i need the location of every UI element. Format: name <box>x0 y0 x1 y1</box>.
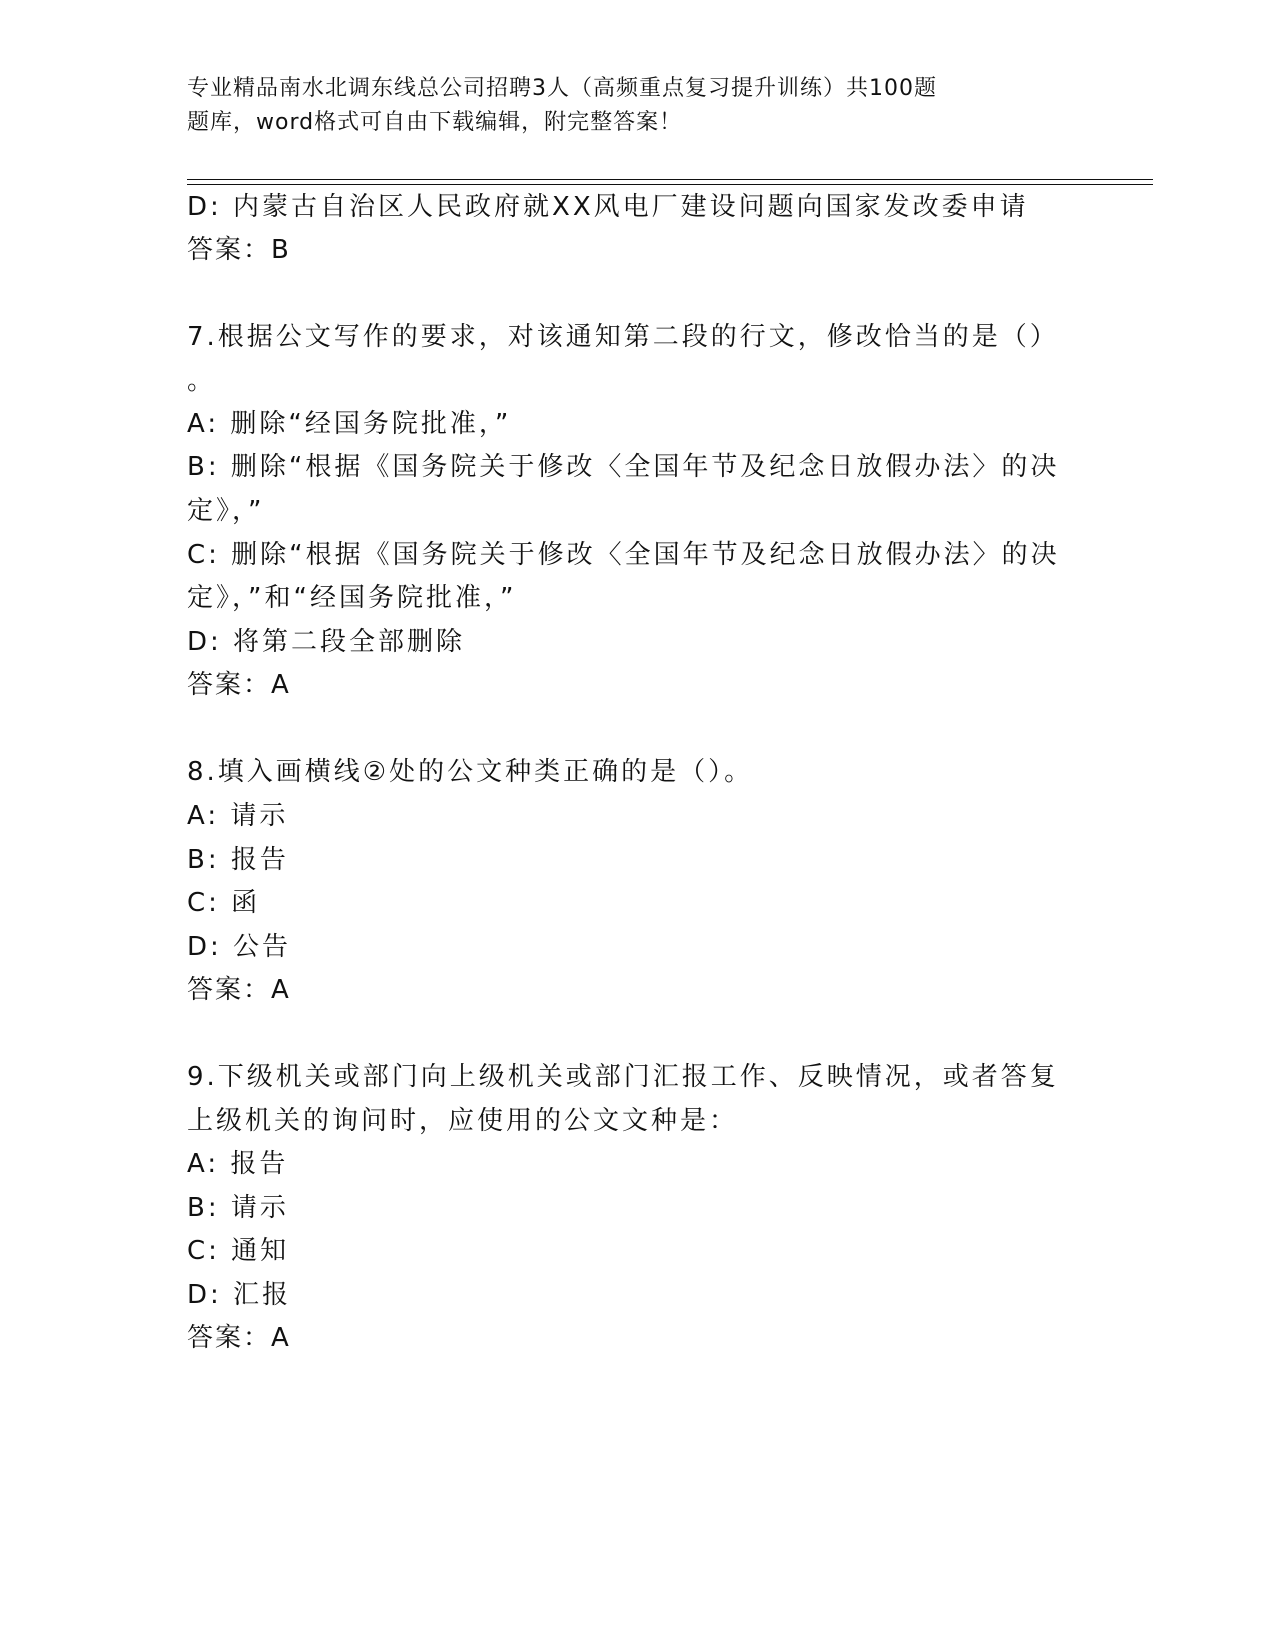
document-header <box>187 72 1047 140</box>
q9-stem-line-1: 9.下级机关或部门向上级机关或部门汇报工作、反映情况，或者答复 <box>187 1062 1059 1092</box>
q9-stem-line-2: 上级机关的询问时，应使用的公文文种是： <box>187 1106 739 1136</box>
q7-option-c-line-2: 定》，”和“经国务院批准，” <box>187 583 517 613</box>
q7-option-b-line-1: B: 删除“根据《国务院关于修改〈全国年节及纪念日放假办法〉的决 <box>187 452 1060 482</box>
header-divider-top <box>187 179 1153 180</box>
q8-answer: 答案：A <box>187 975 291 1005</box>
q7-stem-line-1: 7.根据公文写作的要求，对该通知第二段的行文，修改恰当的是（） <box>187 322 1059 352</box>
q8-stem: 8.填入画横线②处的公文种类正确的是（）。 <box>187 757 754 787</box>
q7-stem-line-2: 。 <box>187 366 217 396</box>
q7-option-b-line-2: 定》，” <box>187 496 265 526</box>
q9-option-b: B: 请示 <box>187 1193 289 1223</box>
q9-option-d: D: 汇报 <box>187 1280 292 1310</box>
q8-option-c: C: 函 <box>187 888 261 918</box>
q6-answer: 答案：B <box>187 235 291 265</box>
header-line-1: 专业精品南水北调东线总公司招聘3人（高频重点复习提升训练）共100题 <box>187 76 937 101</box>
header-line-2: 题库，word格式可自由下载编辑，附完整答案！ <box>187 110 683 135</box>
q6-option-d: D: 内蒙古自治区人民政府就XX风电厂建设问题向国家发改委申请 <box>187 192 1029 222</box>
q9-option-c: C: 通知 <box>187 1236 290 1266</box>
q8-option-a: A: 请示 <box>187 801 289 831</box>
q7-option-d: D: 将第二段全部删除 <box>187 627 466 657</box>
q9-answer: 答案：A <box>187 1323 291 1353</box>
q9-option-a: A: 报告 <box>187 1149 289 1179</box>
header-divider-bottom <box>187 184 1153 185</box>
q8-option-b: B: 报告 <box>187 845 289 875</box>
q8-option-d: D: 公告 <box>187 932 292 962</box>
q7-option-c-line-1: C: 删除“根据《国务院关于修改〈全国年节及纪念日放假办法〉的决 <box>187 540 1060 570</box>
q7-option-a: A: 删除“经国务院批准，” <box>187 409 512 439</box>
q7-answer: 答案：A <box>187 670 291 700</box>
